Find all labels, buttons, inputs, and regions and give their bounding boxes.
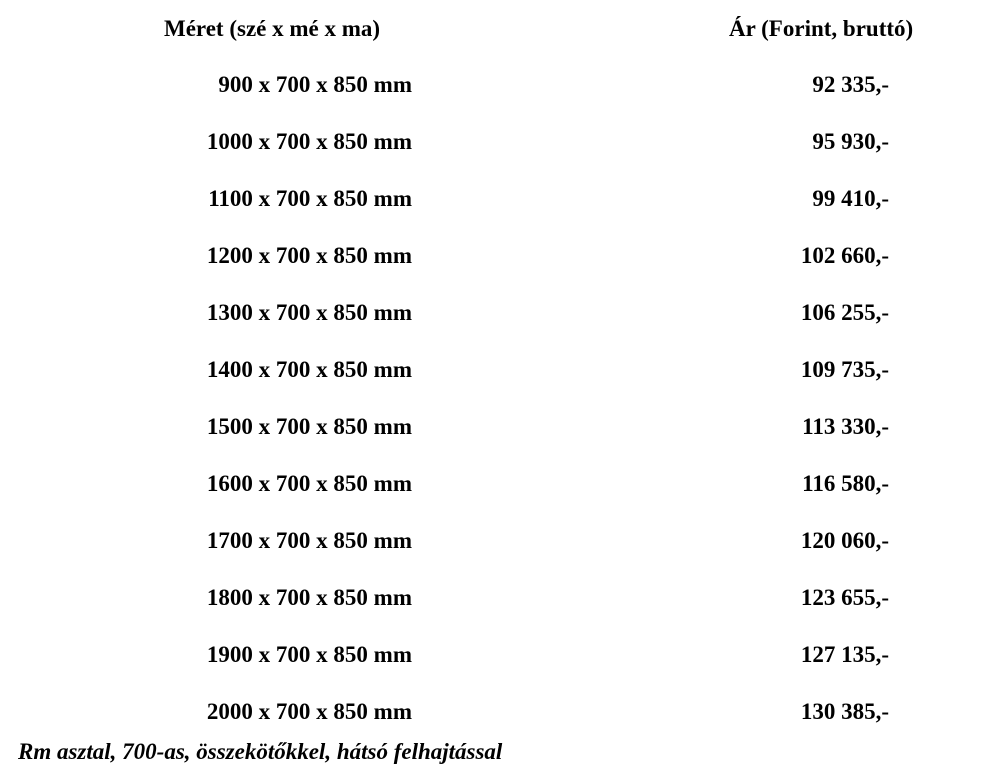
column-header-size: Méret (szé x mé x ma) xyxy=(164,16,381,41)
price-cell: 95 930,- xyxy=(812,129,889,154)
price-cell: 109 735,- xyxy=(800,357,889,382)
table-row xyxy=(0,583,1000,640)
table-row xyxy=(0,298,1000,355)
price-cell: 127 135,- xyxy=(800,642,889,667)
price-cell: 130 385,- xyxy=(800,699,889,724)
table-row xyxy=(0,526,1000,583)
size-cell: 2000 x 700 x 850 mm xyxy=(206,699,412,724)
price-cell: 116 580,- xyxy=(802,471,889,496)
price-table xyxy=(0,70,1000,754)
table-row xyxy=(0,640,1000,697)
size-cell: 1400 x 700 x 850 mm xyxy=(206,357,412,382)
table-row xyxy=(0,355,1000,412)
table-row xyxy=(0,70,1000,127)
column-header-price: Ár (Forint, bruttó) xyxy=(729,16,914,41)
size-cell: 1600 x 700 x 850 mm xyxy=(206,471,412,496)
price-cell: 92 335,- xyxy=(812,72,889,97)
price-cell: 120 060,- xyxy=(800,528,889,553)
price-cell: 123 655,- xyxy=(800,585,889,610)
size-cell: 1900 x 700 x 850 mm xyxy=(206,642,412,667)
size-cell: 1300 x 700 x 850 mm xyxy=(206,300,412,325)
size-cell: 1000 x 700 x 850 mm xyxy=(206,129,412,154)
size-cell: 1500 x 700 x 850 mm xyxy=(206,414,412,439)
size-cell: 900 x 700 x 850 mm xyxy=(218,72,412,97)
size-cell: 1100 x 700 x 850 mm xyxy=(208,186,412,211)
table-row xyxy=(0,241,1000,298)
table-row xyxy=(0,469,1000,526)
price-cell: 99 410,- xyxy=(812,186,889,211)
price-cell: 102 660,- xyxy=(800,243,889,268)
size-cell: 1800 x 700 x 850 mm xyxy=(206,585,412,610)
size-cell: 1200 x 700 x 850 mm xyxy=(206,243,412,268)
price-cell: 113 330,- xyxy=(802,414,889,439)
price-cell: 106 255,- xyxy=(800,300,889,325)
table-row xyxy=(0,127,1000,184)
table-row xyxy=(0,412,1000,469)
table-row xyxy=(0,184,1000,241)
product-caption: Rm asztal, 700-as, összekötőkkel, hátsó felhajtással xyxy=(18,739,503,764)
size-cell: 1700 x 700 x 850 mm xyxy=(206,528,412,553)
